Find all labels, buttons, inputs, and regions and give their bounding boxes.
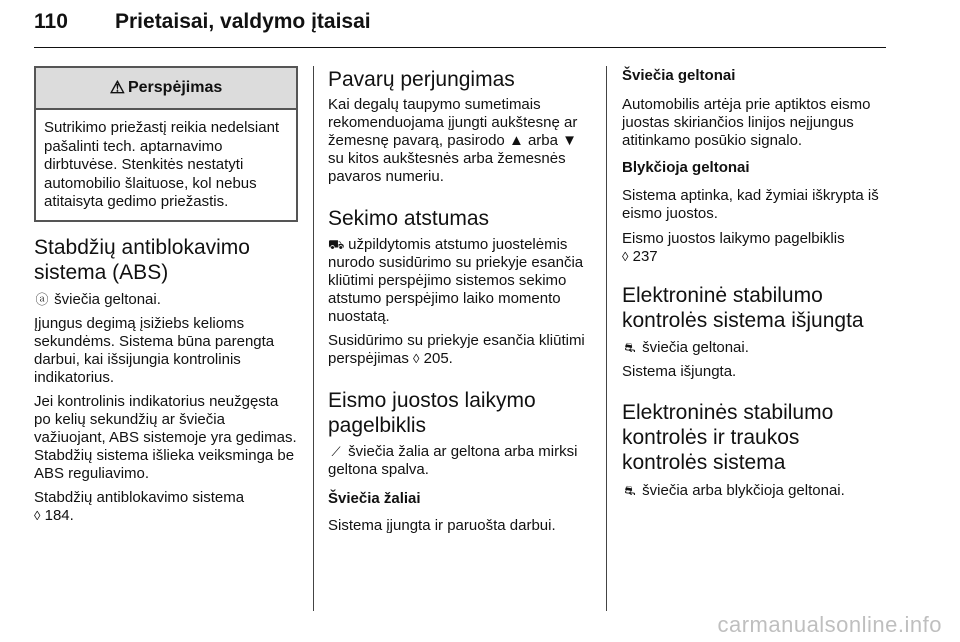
page-header — [34, 2, 886, 46]
lane-keep-icon: ⟋ — [331, 444, 341, 459]
lane-keep-heading: Eismo juostos laikymo pagelbiklis — [328, 389, 536, 437]
column-divider-2 — [606, 66, 607, 611]
abs-warning-light-icon: ⓐ — [35, 291, 49, 307]
collision-ref-page: 205. — [423, 350, 453, 367]
collision-warning-paragraph — [328, 332, 596, 368]
esc-heading: Elektroninės stabilumo kontrolės ir traukos kontrolės sistema — [622, 401, 834, 474]
abs-status-line — [34, 291, 298, 309]
abs-ref-page: 184. — [44, 506, 74, 524]
following-distance-text: užpildytomis atstumo juostelėmis nurodo susidūrimo su priekyje esančia kliūtimi perspėjimo sistemos sekimo atstumo perspėjimo laiko momento nuostatą. — [328, 236, 584, 325]
yellow-paragraph: Automobilis artėja prie aptiktos eismo juostas skiriančios linijos neįjungus atitinkamo posūkio signalo. — [622, 96, 871, 149]
warning-body: Sutrikimo priežastį reikia nedelsiant pašalinti tech. aptarnavimo dirbtuvėse. Stenkitės nestatyti automobilio šlaituose, kol nebus atitaisyta gedimo priežastis. — [44, 119, 280, 210]
gear-shift-paragraph: Kai degalų taupymo sumetimais rekomenduojama įjungti aukštesnę ar žemesnę pavarą, pasirodo ▲ arba ▼ su kitos aukštesnės arba žemesnės pavaros numeriu. — [328, 96, 578, 185]
warning-box — [34, 66, 298, 222]
abs-paragraph-2: Įjungus degimą įsižiebs kelioms sekundėms. Sistema būna parengta darbui, kai išsijungia kontrolinis indikatorius. — [34, 314, 275, 386]
page-number: 110 — [34, 10, 68, 33]
page-reference-arrow-icon: ◊ — [413, 351, 420, 366]
abs-page-reference — [34, 507, 298, 525]
page-reference-arrow-icon: ◊ — [622, 249, 629, 264]
yellow-subheading: Šviečia geltonai — [622, 67, 736, 84]
abs-heading: Stabdžių antiblokavimo sistema (ABS) — [34, 235, 250, 284]
page-title: Prietaisai, valdymo įtaisai — [115, 10, 371, 33]
column-divider-1 — [313, 66, 314, 611]
blink-subheading: Blykčioja geltonai — [622, 159, 750, 176]
following-distance-paragraph — [328, 236, 596, 326]
green-subheading: Šviečia žaliai — [328, 490, 421, 507]
blink-paragraph-1: Sistema aptinka, kad žymiai iškrypta iš eismo juostos. — [622, 187, 879, 222]
esc-off-status-text: šviečia geltonai. — [642, 339, 749, 356]
abs-status-text: šviečia geltonai. — [54, 290, 161, 308]
esc-status-text: šviečia arba blykčioja geltonai. — [642, 482, 845, 499]
esc-traction-icon: ⛐ — [624, 483, 636, 498]
collision-warning-text: Susidūrimo su priekyje esančia kliūtimi perspėjimas — [328, 332, 585, 367]
warning-triangle-icon: ⚠ — [109, 78, 125, 97]
column-middle — [328, 66, 596, 535]
page-reference-arrow-icon: ◊ — [34, 507, 41, 523]
esc-off-status-line — [622, 339, 888, 357]
blink-paragraph-2: Eismo juostos laikymo pagelbiklis — [622, 230, 845, 247]
header-divider — [34, 47, 886, 48]
lane-keep-text: šviečia žalia ar geltona arba mirksi geltona spalva. — [328, 443, 578, 478]
warning-box-header — [36, 68, 296, 110]
following-distance-heading: Sekimo atstumas — [328, 207, 490, 230]
following-distance-icon: ⛟ — [328, 237, 345, 252]
lane-keep-paragraph — [328, 443, 596, 479]
warning-title: Perspėjimas — [127, 79, 223, 96]
esc-off-icon: ⛐ — [624, 340, 636, 355]
abs-paragraph-3: Jei kontrolinis indikatorius neužgęsta po kelių sekundžių ar šviečia važiuojant, ABS sistemoje yra gedimas. Stabdžių sistema išlieka veiksminga be ABS reguliavimo. — [34, 392, 297, 482]
blink-ref-page: 237 — [632, 248, 658, 265]
green-paragraph: Sistema įjungta ir paruošta darbui. — [328, 517, 556, 534]
blink-page-reference — [622, 248, 888, 266]
gear-shift-heading: Pavarų perjungimas — [328, 68, 515, 91]
column-left — [34, 66, 298, 525]
esc-off-heading: Elektroninė stabilumo kontrolės sistema išjungta — [622, 284, 864, 332]
column-right — [622, 66, 888, 500]
esc-status-line — [622, 482, 888, 500]
esc-off-paragraph: Sistema išjungta. — [622, 363, 737, 380]
abs-paragraph-4: Stabdžių antiblokavimo sistema — [34, 488, 245, 506]
watermark: carmanualsonline.info — [717, 612, 942, 637]
